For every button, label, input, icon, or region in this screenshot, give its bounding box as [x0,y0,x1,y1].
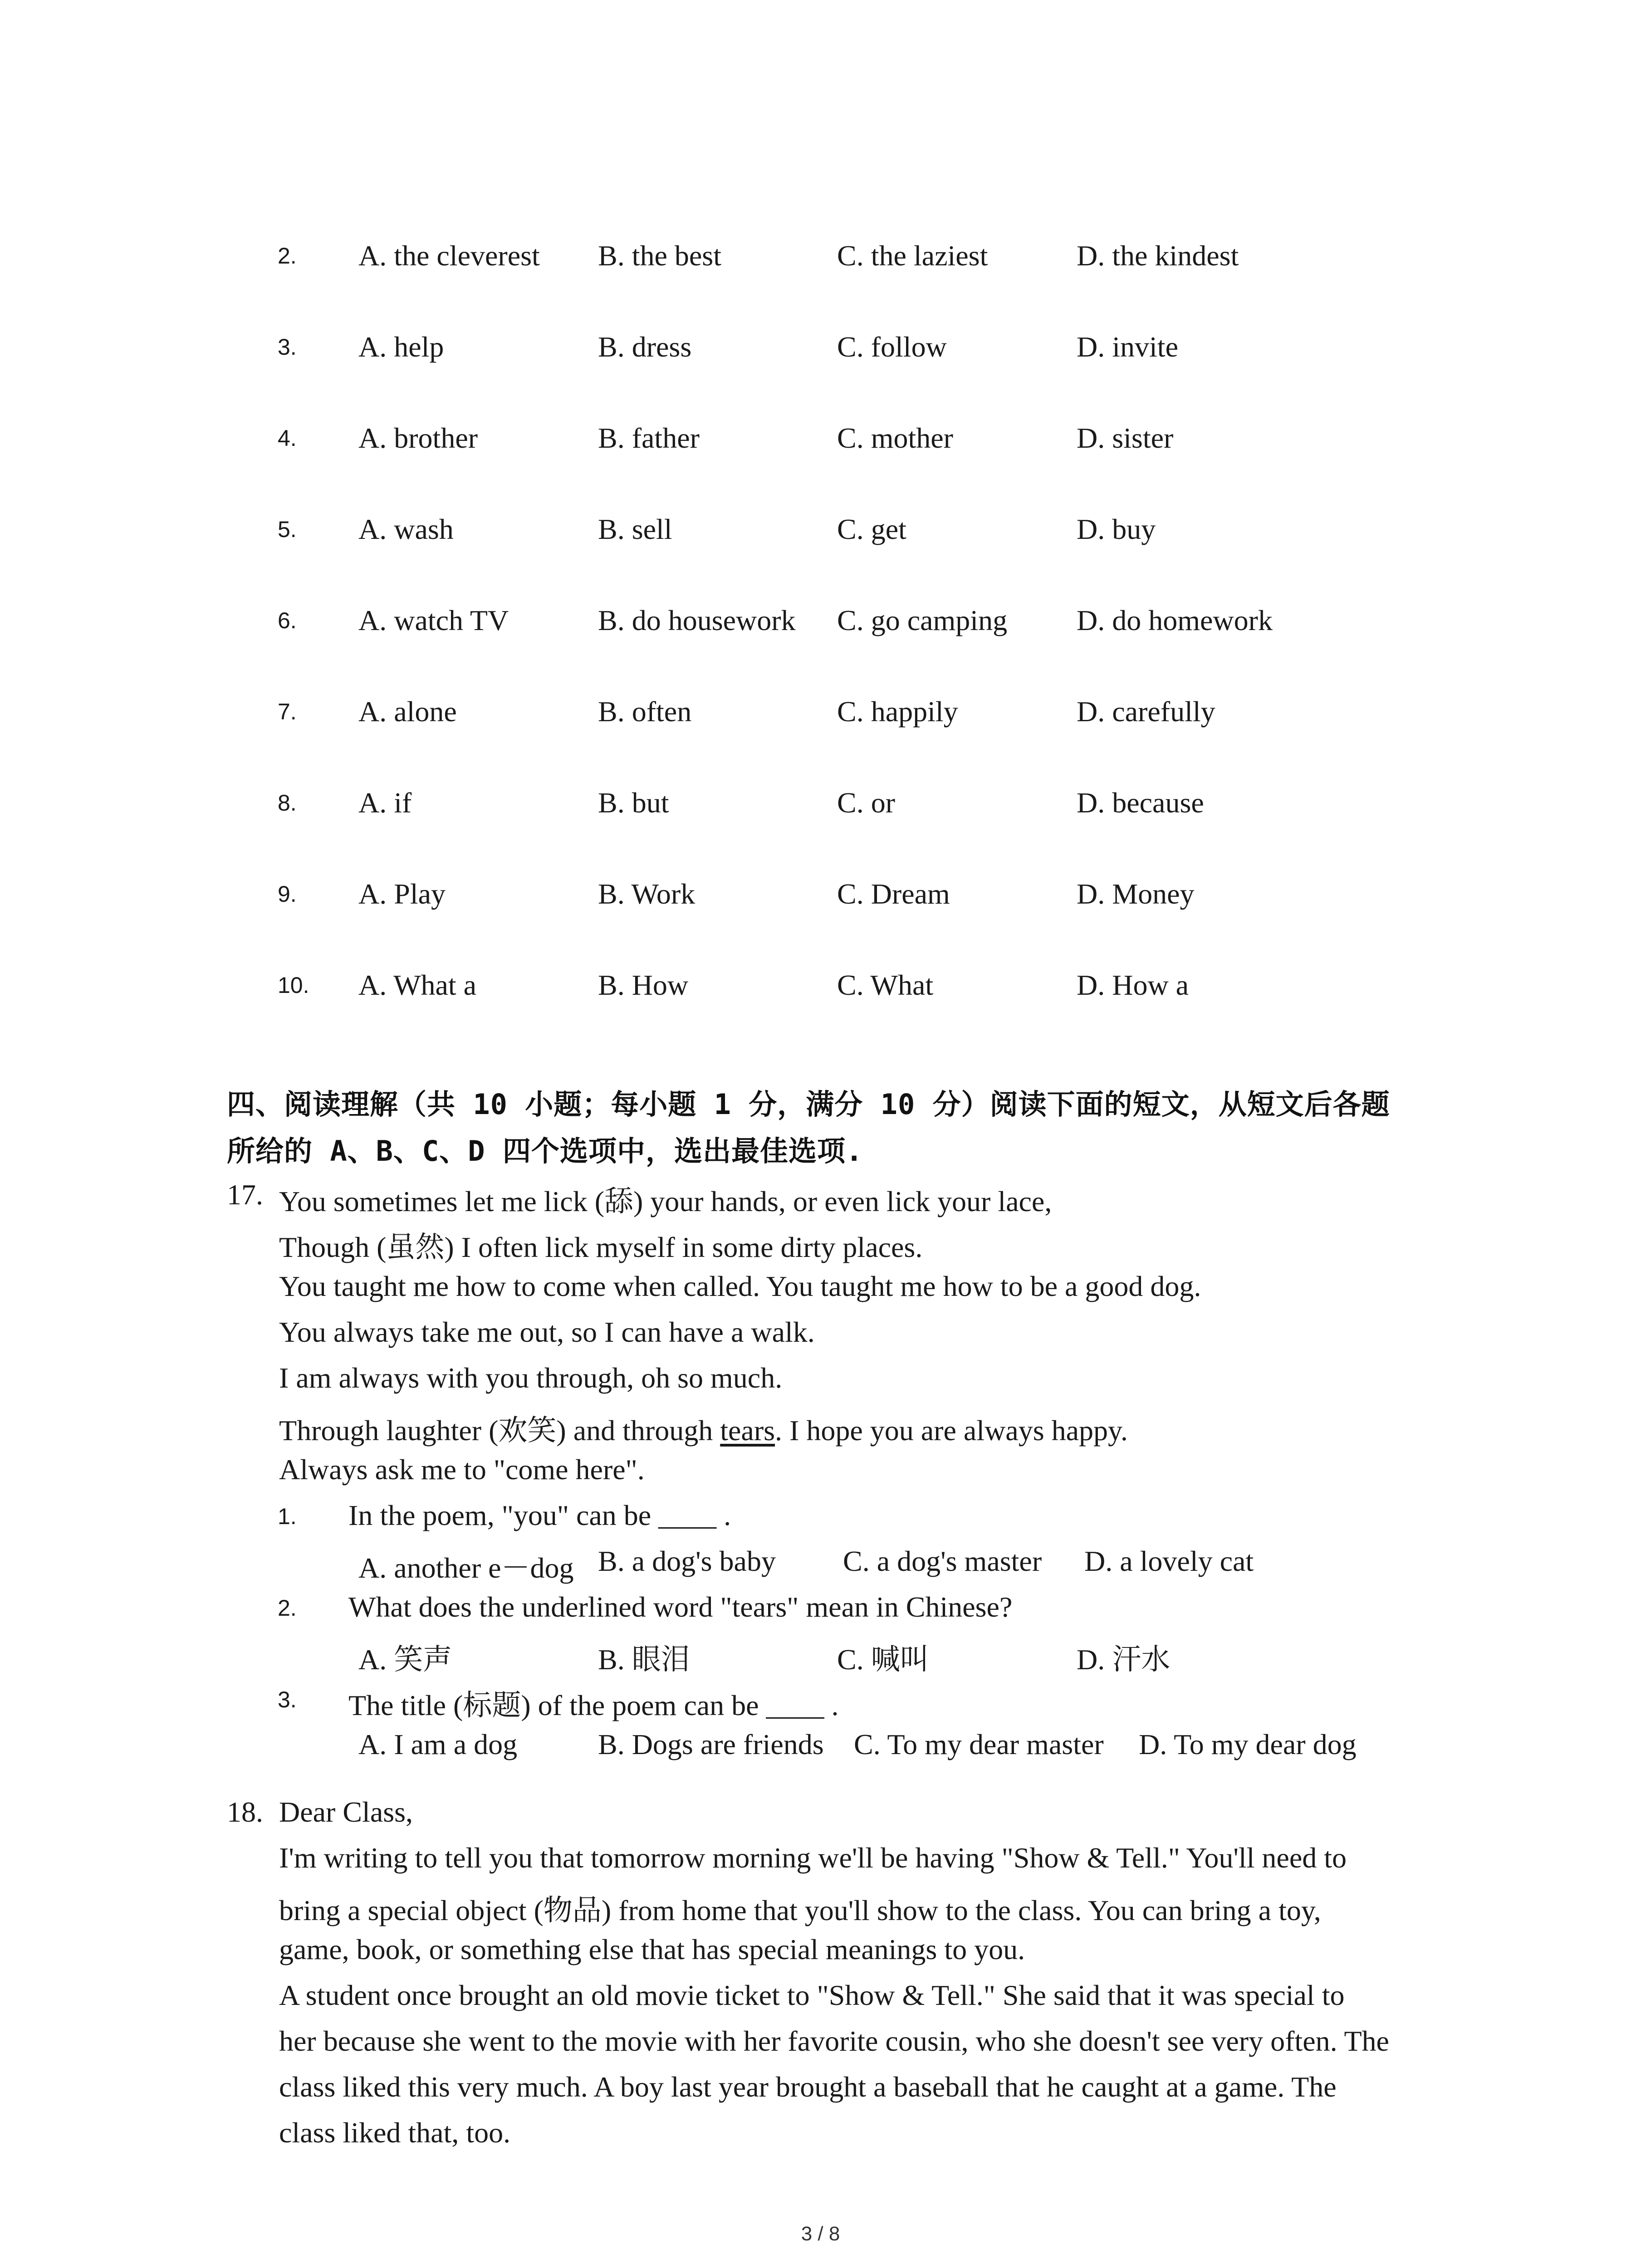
poem-line: Always ask me to "come here". [279,1453,645,1486]
section-heading-line2: 所给的 A、B、C、D 四个选项中，选出最佳选项. [227,1134,863,1168]
question-number: 17. [227,1178,263,1211]
option-row [0,968,1641,1009]
sub-question-text: What does the underlined word "tears" mean in Chinese? [348,1591,1013,1623]
question-number: 9. [278,881,297,907]
poem-line: Though (虽然) I often lick myself in some dirty places. [279,1231,923,1263]
option-c: C. get [837,513,906,545]
poem-line: I am always with you through, oh so much. [279,1362,783,1394]
option-d: D. do homework [1077,604,1273,636]
option-b: B. Work [598,878,696,910]
option-c: C. go camping [837,604,1008,636]
letter-line: class liked that, too. [279,2116,511,2149]
option-b: B. dress [598,331,692,363]
poem-line: You always take me out, so I can have a walk. [279,1316,815,1348]
question-number: 18. [227,1796,263,1828]
option-a: A. if [358,787,412,819]
option-row [0,330,1641,371]
option-row [0,604,1641,645]
option-c: C. Dream [837,878,950,910]
option-c: C. happily [837,695,958,728]
letter-line: I'm writing to tell you that tomorrow morning we'll be having "Show & Tell." You'll need to [279,1842,1347,1874]
letter-line: class liked this very much. A boy last year brought a baseball that he caught at a game. The [279,2071,1337,2103]
option-d: D. Money [1077,878,1195,910]
option-row [0,695,1641,736]
poem-line [279,1407,1128,1449]
option-b: B. father [598,422,700,454]
option-d: D. sister [1077,422,1174,454]
option-row [0,239,1641,280]
option-c: C. 喊叫 [837,1643,929,1676]
option-b: B. How [598,969,689,1001]
sub-question-text: In the poem, "you" can be ____ . [348,1499,731,1531]
option-d: D. invite [1077,331,1178,363]
underlined-word: tears [720,1414,775,1447]
question-number: 2. [278,243,297,269]
option-d: D. To my dear dog [1139,1728,1357,1760]
option-d: D. 汗水 [1077,1643,1171,1676]
option-a: A. the cleverest [358,240,540,272]
option-b: B. sell [598,513,672,545]
option-a: A. What a [358,969,477,1001]
question-number: 8. [278,790,297,816]
option-a: A. watch TV [358,604,509,636]
option-row [0,786,1641,827]
option-b: B. 眼泪 [598,1643,690,1676]
option-a: A. help [358,331,444,363]
question-number: 3. [278,334,297,360]
option-c: C. a dog's master [843,1545,1042,1577]
option-b: B. often [598,695,692,728]
option-a: A. Play [358,878,446,910]
option-a: A. alone [358,695,457,728]
option-row [0,877,1641,918]
option-row [0,421,1641,462]
option-c: C. mother [837,422,953,454]
option-d: D. How a [1077,969,1189,1001]
poem-text: Through laughter (欢笑) and through [279,1414,720,1447]
option-d: D. carefully [1077,695,1215,728]
letter-line: bring a special object (物品) from home that you'll show to the class. You can bring a toy, [279,1894,1321,1926]
option-d: D. the kindest [1077,240,1239,272]
poem-line: You taught me how to come when called. You taught me how to be a good dog. [279,1270,1201,1302]
question-number: 7. [278,699,297,724]
question-number: 6. [278,608,297,633]
option-c: C. follow [837,331,947,363]
sub-question-number: 2. [278,1595,297,1621]
option-a: A. I am a dog [358,1728,518,1760]
letter-line: her because she went to the movie with her favorite cousin, who she doesn't see very often. The [279,2025,1389,2057]
poem-text: . I hope you are always happy. [775,1414,1128,1447]
option-a: A. brother [358,422,478,454]
option-c: C. the laziest [837,240,988,272]
option-a: A. wash [358,513,454,545]
option-c: C. or [837,787,895,819]
question-number: 4. [278,425,297,451]
option-c: C. What [837,969,934,1001]
sub-question-number: 3. [278,1687,297,1712]
poem-line: You sometimes let me lick (舔) your hands, or even lick your lace, [279,1185,1052,1217]
option-d: D. because [1077,787,1204,819]
page-number: 3 / 8 [801,2223,840,2245]
sub-question-text: The title (标题) of the poem can be ____ . [348,1689,839,1721]
sub-question-number: 1. [278,1504,297,1529]
option-c: C. To my dear master [854,1728,1104,1760]
option-d: D. a lovely cat [1084,1545,1254,1577]
letter-line: Dear Class, [279,1796,413,1828]
option-b: B. the best [598,240,721,272]
section-heading: 四、阅读理解（共 10 小题；每小题 1 分，满分 10 分）阅读下面的短文，从短文后各题 [227,1088,1390,1121]
letter-line: A student once brought an old movie ticket to "Show & Tell." She said that it was special to [279,1979,1345,2011]
option-a: A. another e－dog [358,1552,574,1584]
question-number: 10. [278,973,309,998]
question-number: 5. [278,517,297,542]
option-b: B. but [598,787,669,819]
option-b: B. do housework [598,604,796,636]
option-row [0,513,1641,553]
letter-line: game, book, or something else that has special meanings to you. [279,1933,1025,1965]
option-b: B. a dog's baby [598,1545,776,1577]
option-d: D. buy [1077,513,1156,545]
option-a: A. 笑声 [358,1643,452,1676]
option-b: B. Dogs are friends [598,1728,824,1760]
